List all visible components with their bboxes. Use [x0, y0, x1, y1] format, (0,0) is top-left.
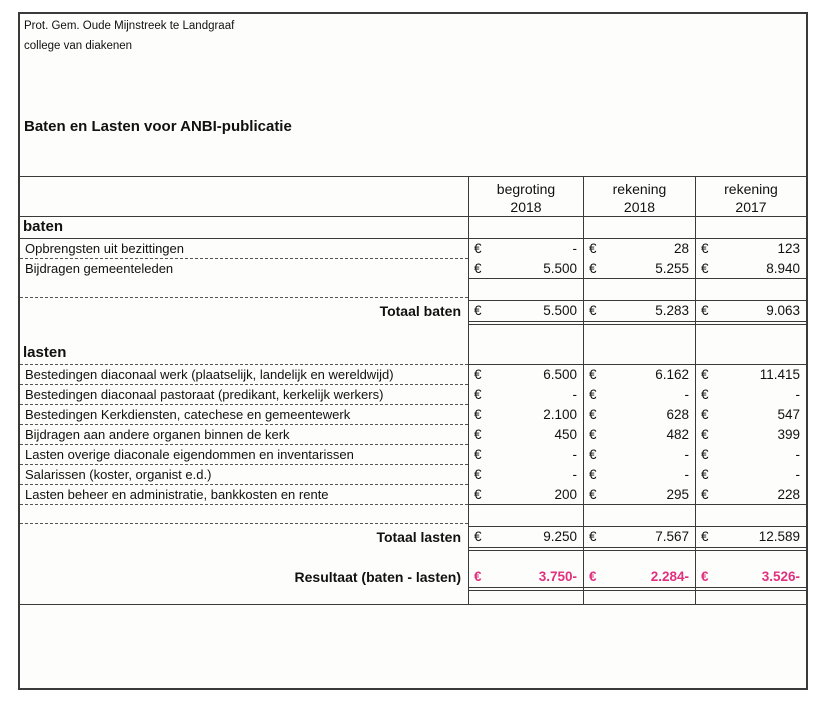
result-cell: 2.284- [650, 569, 689, 584]
table-bottom-border [20, 604, 806, 605]
amount-cell: 2.100 [543, 407, 577, 422]
section-heading-baten: baten [23, 218, 64, 235]
result-cell: 3.750- [538, 569, 577, 584]
header-divider [20, 216, 806, 217]
amount-cell: 11.415 [759, 367, 800, 382]
totaal-baten-row: Totaal baten € 5.500 € 5.283 € 9.063 [379, 303, 800, 319]
table-row: Opbrengsten uit bezittingen € - € 28 € 123 [25, 241, 800, 256]
table-row: Salarissen (koster, organist e.d.) € - € - € - [25, 467, 800, 482]
amount-cell: - [684, 387, 689, 402]
column-header-begroting-2018: begroting 2018 [496, 181, 556, 215]
row-label: Bestedingen Kerkdiensten, catechese en gemeentewerk [25, 407, 351, 422]
row-label: Salarissen (koster, organist e.d.) [25, 467, 212, 482]
column-header-rekening-2017: rekening 2017 [724, 181, 778, 215]
table-row: Lasten beheer en administratie, bankkosten en rente € 200 € 295 € 228 [25, 487, 800, 502]
amount-cell: 295 [666, 487, 689, 502]
result-cell: 3.526- [761, 569, 800, 584]
amount-cell: - [795, 447, 800, 462]
amount-cell: - [684, 447, 689, 462]
organization-subtitle: college van diakenen [24, 40, 133, 52]
amount-cell: 5.500 [543, 261, 577, 276]
amount-cell: 200 [554, 487, 577, 502]
table-row: Bestedingen Kerkdiensten, catechese en gemeentewerk € 2.100 € 628 € 547 [25, 407, 800, 422]
amount-cell: 5.255 [655, 261, 689, 276]
amount-cell: 228 [777, 487, 800, 502]
row-label: Bijdragen aan andere organen binnen de kerk [25, 427, 290, 442]
table-row: Lasten overige diaconale eigendommen en inventarissen € - € - € - [25, 447, 800, 462]
row-label: Lasten beheer en administratie, bankkosten en rente [25, 487, 329, 502]
row-label: Bestedingen diaconaal pastoraat (predikant, kerkelijk werkers) [25, 387, 384, 402]
amount-cell: 547 [777, 407, 800, 422]
amount-cell: 123 [777, 241, 800, 256]
totaal-lasten-label: Totaal lasten [376, 529, 461, 545]
amount-cell: 28 [673, 241, 689, 256]
amount-cell: - [795, 387, 800, 402]
total-cell: 7.567 [655, 529, 689, 544]
amount-cell: 628 [666, 407, 689, 422]
resultaat-row: Resultaat (baten - lasten) € 3.750- € 2.284- € 3.526- [294, 569, 800, 585]
amount-cell: - [684, 467, 689, 482]
amount-cell: 6.162 [655, 367, 689, 382]
table-row: Bijdragen gemeenteleden € 5.500 € 5.255 € 8.940 [25, 261, 800, 276]
amount-cell: - [572, 241, 577, 256]
page-title: Baten en Lasten voor ANBI-publicatie [24, 118, 292, 135]
totaal-baten-label: Totaal baten [379, 303, 461, 319]
amount-cell: - [572, 467, 577, 482]
amount-cell: - [572, 387, 577, 402]
total-cell: 9.250 [543, 529, 577, 544]
row-label: Bijdragen gemeenteleden [25, 261, 174, 276]
amount-cell: 8.940 [766, 261, 800, 276]
table-top-border [20, 176, 806, 177]
amount-cell: 6.500 [543, 367, 577, 382]
table-row: Bestedingen diaconaal pastoraat (predikant, kerkelijk werkers) € - € - € - [25, 387, 800, 402]
amount-cell: 450 [554, 427, 577, 442]
total-cell: 9.063 [766, 303, 800, 318]
table-row: Bijdragen aan andere organen binnen de kerk € 450 € 482 € 399 [25, 427, 800, 442]
section-heading-lasten: lasten [23, 344, 67, 361]
total-cell: 12.589 [758, 529, 800, 544]
amount-cell: 482 [666, 427, 689, 442]
row-label: Lasten overige diaconale eigendommen en inventarissen [25, 447, 354, 462]
resultaat-label: Resultaat (baten - lasten) [294, 569, 461, 585]
column-header-rekening-2018: rekening 2018 [612, 181, 667, 215]
total-cell: 5.500 [543, 303, 577, 318]
amount-cell: 399 [777, 427, 800, 442]
table-row: Bestedingen diaconaal werk (plaatselijk, landelijk en wereldwijd) € 6.500 € 6.162 € 11.415 [25, 367, 800, 382]
amount-cell: - [572, 447, 577, 462]
row-label: Opbrengsten uit bezittingen [25, 241, 184, 256]
row-label: Bestedingen diaconaal werk (plaatselijk, landelijk en wereldwijd) [25, 367, 394, 382]
total-cell: 5.283 [655, 303, 689, 318]
anbi-document [18, 12, 808, 690]
totaal-lasten-row: Totaal lasten € 9.250 € 7.567 € 12.589 [376, 529, 800, 545]
amount-cell: - [795, 467, 800, 482]
organization-name: Prot. Gem. Oude Mijnstreek te Landgraaf [24, 20, 235, 32]
